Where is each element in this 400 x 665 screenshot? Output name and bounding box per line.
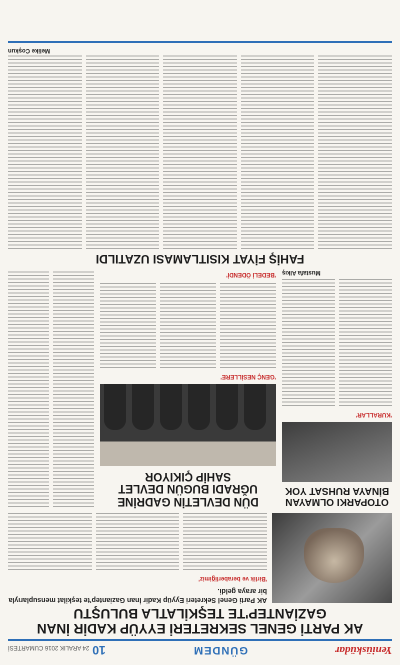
state-story	[100, 269, 276, 507]
masthead	[8, 639, 392, 659]
price-headline: FAHİŞ FİYAT KISITLAMASI UZATILDI	[95, 252, 305, 266]
price-byline: Melike Coşkun	[8, 47, 51, 53]
state-subhead-1: 'GENÇ NESİLLERE'	[220, 373, 276, 380]
body-text-column	[100, 282, 156, 369]
body-text-column	[339, 278, 392, 406]
parking-byline: Mustafa Alkış	[282, 269, 321, 275]
side-column	[8, 269, 94, 507]
parking-story	[282, 269, 392, 507]
parking-headline: OTOPARKI OLMAYAN BİNAYA RUHSAT YOK	[284, 485, 390, 507]
parking-subhead: 'KURALLAR'	[355, 411, 392, 417]
body-text-column	[163, 53, 237, 249]
page-number: 1024 ARALIK 2016 CUMARTESİ	[8, 643, 106, 657]
state-headline: DÜN DEVLETİN GADRİNE UĞRADI BUGÜN DEVLET SAHİP ÇIKIYOR	[117, 470, 259, 507]
lead-headline: AK PARTİ GENEL SEKRETERİ EYYÜP KADİR İNAN GAZİANTEP'TE TEŞKİLATLA BULUŞTU	[36, 606, 364, 636]
body-text-column	[241, 53, 315, 249]
body-text-column	[183, 511, 267, 570]
body-text-column	[8, 53, 82, 249]
footer-rule	[8, 41, 392, 43]
parking-photo	[282, 422, 392, 482]
body-text-column	[220, 282, 276, 369]
newspaper-logo: Yeniüsküdar	[335, 644, 392, 656]
body-text-column	[282, 278, 335, 406]
body-text-column	[53, 269, 94, 507]
body-text-column	[8, 269, 49, 507]
group-photo	[100, 385, 276, 467]
lead-story	[8, 511, 392, 603]
body-text-column	[318, 53, 392, 249]
body-text-column	[86, 53, 160, 249]
lead-photo	[272, 513, 392, 603]
issue-date: 24 ARALIK 2016 CUMARTESİ	[8, 644, 90, 650]
price-story	[8, 53, 392, 249]
section-title: GÜNDEM	[192, 644, 248, 656]
lead-subhead: 'Birlik ve beraberliğimiz'	[198, 575, 267, 581]
body-text-column	[8, 511, 92, 570]
body-text-column	[160, 282, 216, 369]
state-subhead-2: 'BEDELİ ÖDENDİ'	[226, 271, 276, 277]
lead-deck: AK Parti Genel Sekreteri Eyyüp Kadir İnan Gaziantep'te teşkilat mensuplarıyla bir araya geldi.	[8, 587, 267, 603]
body-text-column	[96, 511, 180, 570]
